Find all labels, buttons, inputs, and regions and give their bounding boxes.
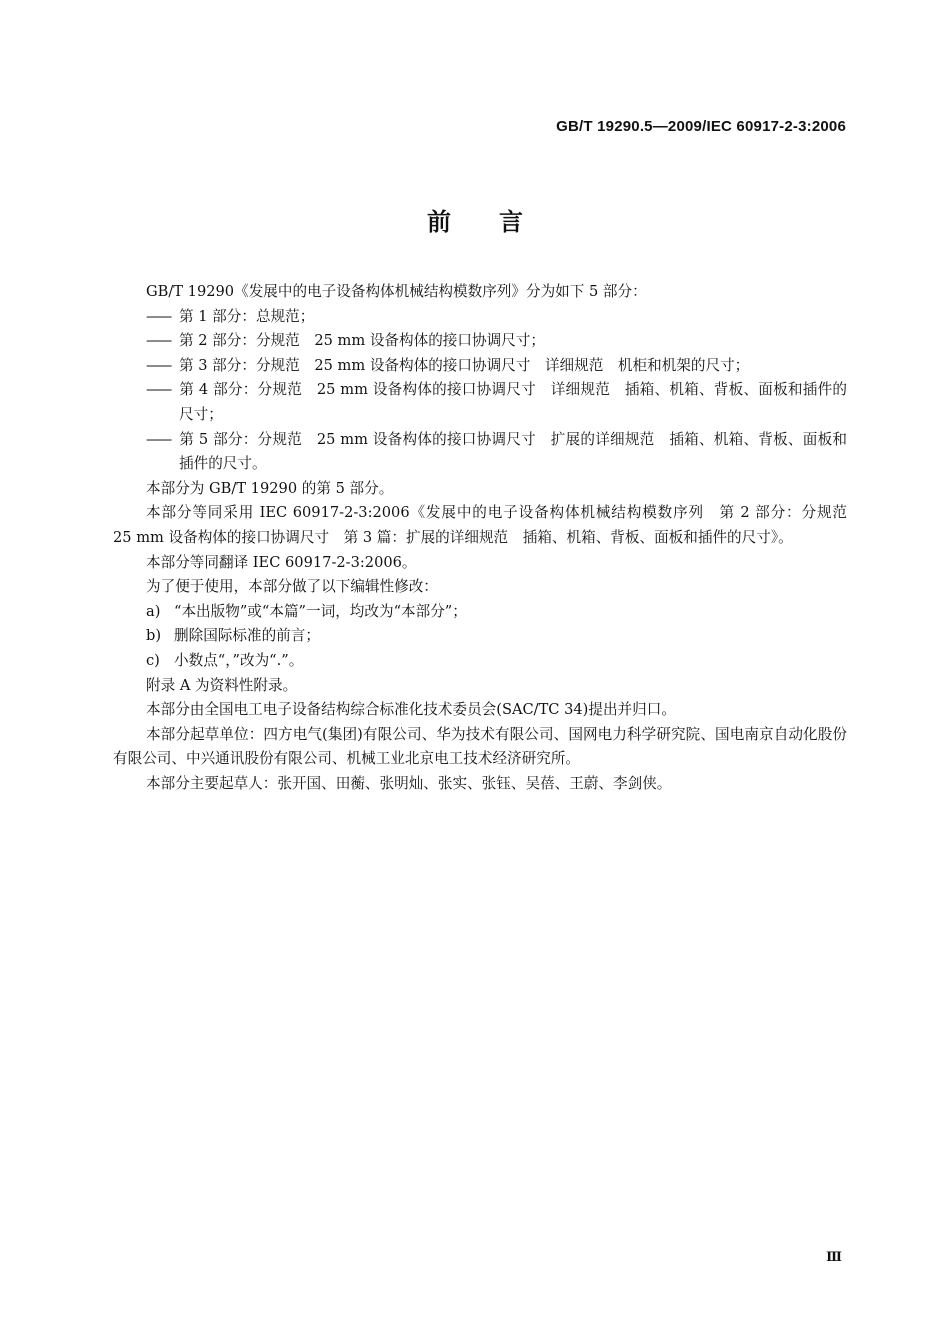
edit-item-b (113, 624, 847, 649)
page-number: Ⅲ (826, 1250, 842, 1265)
foreword-body (113, 280, 862, 796)
dash-marker: —— (146, 430, 170, 448)
dash-marker: —— (146, 381, 170, 399)
edit-item-label: b) (146, 627, 162, 645)
proposed-by-paragraph: 本部分由全国电工电子设备结构综合标准化技术委员会(SAC/TC 34)提出并归口。 (146, 701, 676, 719)
this-part-paragraph: 本部分为 GB/T 19290 的第 5 部分。 (146, 479, 394, 497)
dash-marker: —— (146, 332, 170, 350)
edit-intro-paragraph: 为了便于使用，本部分做了以下编辑性修改： (146, 578, 438, 596)
part-item-text: 第 4 部分：分规范 25 mm 设备构体的接口协调尺寸 详细规范 插箱、机箱、背板、面板和插件的尺寸； (179, 381, 847, 423)
edit-item-label: c) (146, 651, 160, 669)
part-item-5 (113, 428, 847, 477)
dash-marker: —— (146, 356, 170, 374)
drafting-units-paragraph: 本部分起草单位：四方电气(集团)有限公司、华为技术有限公司、国网电力科学研究院、国电南京自动化股份有限公司、中兴通讯股份有限公司、机械工业北京电工技术经济研究所。 (113, 725, 847, 768)
edit-item-text: 删除国际标准的前言； (174, 627, 320, 645)
part-item-text: 第 2 部分：分规范 25 mm 设备构体的接口协调尺寸； (179, 332, 545, 350)
part-item-text: 第 3 部分：分规范 25 mm 设备构体的接口协调尺寸 详细规范 机柜和机架的尺寸； (179, 356, 750, 374)
part-item-2 (113, 329, 847, 354)
part-item-text: 第 1 部分：总规范； (179, 307, 315, 325)
adoption-paragraph: 本部分等同采用 IEC 60917-2-3:2006《发展中的电子设备构体机械结构模数序列 第 2 部分：分规范 25 mm 设备构体的接口协调尺寸 第 3 篇：扩展的详细规范 插箱、机箱、背板、面板和插件的尺寸》。 (113, 504, 862, 546)
part-item-3 (113, 354, 847, 379)
dash-marker: —— (146, 307, 170, 325)
edit-item-c (113, 649, 847, 674)
edit-item-text: “本出版物”或“本篇”一词，均改为“本部分”； (174, 602, 467, 620)
annex-paragraph: 附录 A 为资料性附录。 (146, 676, 298, 694)
part-item-1 (113, 305, 847, 330)
edit-item-text: 小数点“，”改为“.”。 (174, 651, 304, 669)
edit-item-label: a) (146, 602, 161, 620)
translation-paragraph: 本部分等同翻译 IEC 60917-2-3:2006。 (146, 553, 417, 571)
part-item-text: 第 5 部分：分规范 25 mm 设备构体的接口协调尺寸 扩展的详细规范 插箱、机箱、背板、面板和插件的尺寸。 (179, 430, 847, 473)
standard-code-header: GB/T 19290.5—2009/IEC 60917-2-3:2006 (556, 118, 846, 135)
intro-paragraph: GB/T 19290《发展中的电子设备构体机械结构模数序列》分为如下 5 部分： (146, 283, 647, 300)
drafters-paragraph: 本部分主要起草人：张开国、田蘅、张明灿、张实、张钰、吴蓓、王蔚、李剑侠。 (146, 774, 672, 792)
page-title: 前言 (427, 208, 571, 236)
part-item-4 (113, 378, 847, 427)
edit-item-a (113, 600, 847, 625)
